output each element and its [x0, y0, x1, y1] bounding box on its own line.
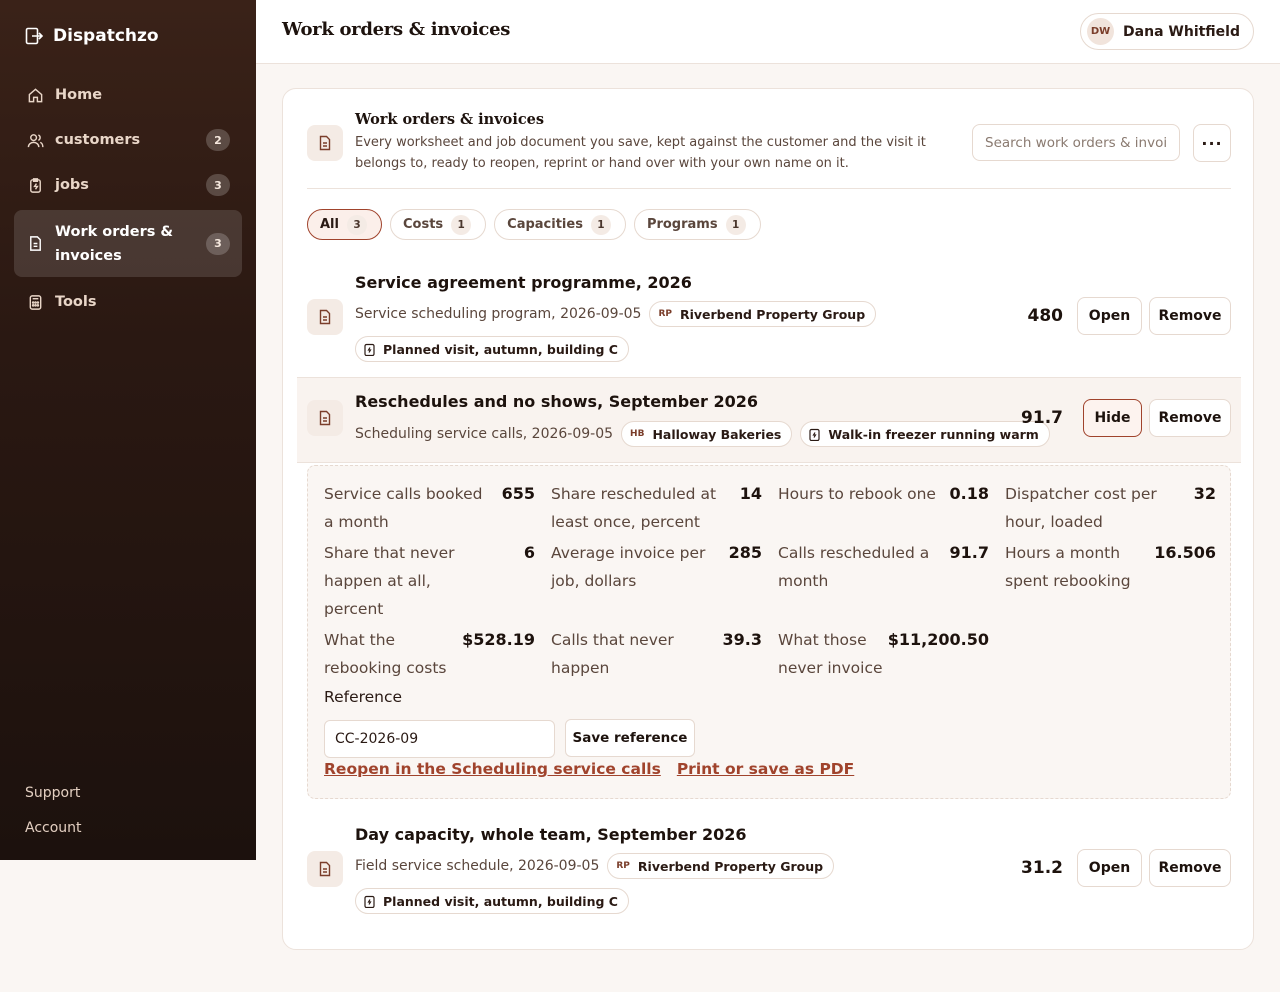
list-item — [307, 377, 1231, 463]
row-job — [355, 336, 629, 362]
customer-name: Halloway Bakeries — [652, 426, 782, 442]
metric — [778, 626, 989, 682]
tab-programs[interactable] — [634, 209, 761, 240]
remove-button[interactable]: Remove — [1149, 849, 1231, 887]
sidebar-item-label: customers — [55, 132, 141, 148]
work-orders-card — [282, 88, 1254, 950]
detail-panel — [307, 465, 1231, 799]
metric — [1005, 539, 1216, 623]
tab-label: All — [320, 217, 339, 232]
sidebar-item-label: Work orders & invoices — [55, 223, 174, 264]
sidebar-item-tools[interactable] — [14, 281, 242, 323]
metric-label: Dispatcher cost per hour, loaded — [1005, 485, 1157, 531]
clipboard-icon — [364, 895, 375, 908]
row-title[interactable]: Service agreement programme, 2026 — [355, 273, 692, 292]
metric — [778, 480, 989, 536]
sidebar-item-work-orders[interactable] — [14, 210, 242, 277]
tab-count: 1 — [591, 215, 611, 235]
logout-door-icon — [24, 26, 44, 46]
hide-button[interactable]: Hide — [1083, 399, 1142, 437]
customer-initials: RP — [616, 861, 630, 871]
tab-count: 1 — [726, 215, 746, 235]
row-subtitle — [355, 301, 876, 327]
customer-name: Riverbend Property Group — [679, 306, 866, 322]
tab-count: 1 — [451, 215, 471, 235]
customer-pill[interactable] — [621, 421, 792, 447]
remove-button[interactable]: Remove — [1149, 399, 1231, 437]
job-pill[interactable] — [355, 888, 629, 914]
reference-input[interactable] — [324, 720, 555, 758]
remove-button[interactable]: Remove — [1149, 297, 1231, 335]
customer-name: Riverbend Property Group — [637, 858, 824, 874]
user-menu[interactable] — [1080, 13, 1254, 50]
support-link[interactable]: Support — [25, 785, 81, 801]
document-icon — [307, 400, 343, 436]
document-icon — [307, 125, 343, 161]
metric-label: Service calls booked a month — [324, 485, 483, 531]
metric-value: 14 — [739, 484, 762, 503]
tab-costs[interactable] — [390, 209, 486, 240]
open-button[interactable]: Open — [1077, 849, 1142, 887]
top-bar — [256, 0, 1280, 64]
calculator-icon — [26, 293, 44, 311]
tab-label: Costs — [402, 217, 444, 232]
job-name: Walk-in freezer running warm — [828, 426, 1039, 442]
sidebar — [0, 0, 256, 860]
metrics-grid — [324, 480, 1216, 682]
customer-initials: RP — [658, 309, 672, 319]
metric — [1005, 480, 1216, 536]
sidebar-nav — [14, 74, 242, 326]
row-value: 91.7 — [1021, 408, 1063, 428]
customer-initials: HB — [630, 429, 645, 439]
card-title: Work orders & invoices — [355, 111, 545, 128]
job-name: Planned visit, autumn, building C — [383, 893, 618, 909]
page-title: Work orders & invoices — [282, 19, 511, 40]
metric-value: 655 — [501, 484, 535, 503]
open-button[interactable]: Open — [1077, 297, 1142, 335]
sidebar-item-customers[interactable] — [14, 119, 242, 161]
metric — [551, 626, 762, 682]
save-reference-button[interactable]: Save reference — [565, 719, 695, 757]
tab-all[interactable] — [307, 209, 382, 240]
reference-label: Reference — [324, 688, 403, 706]
row-title[interactable]: Reschedules and no shows, September 2026 — [355, 392, 759, 411]
tab-count: 3 — [347, 215, 367, 235]
list-item — [307, 821, 1231, 929]
users-icon — [26, 131, 44, 149]
more-options-button[interactable]: ··· — [1193, 124, 1231, 162]
customer-pill[interactable] — [649, 301, 876, 327]
row-meta: Service scheduling program, 2026-09-05 — [355, 306, 642, 322]
metric — [324, 539, 535, 623]
row-meta: Field service schedule, 2026-09-05 — [355, 858, 600, 874]
metric-label: Calls rescheduled a month — [778, 544, 930, 590]
metric-value: $11,200.50 — [887, 630, 989, 649]
clipboard-icon — [364, 343, 375, 356]
brand-name: Dispatchzo — [53, 26, 159, 46]
metric-value: $528.19 — [462, 630, 535, 649]
card-description: Every worksheet and job document you save, kept against the customer and the visit it belongs to, ready to reopen, reprint or hand over with your own name on it. — [355, 135, 926, 171]
document-icon — [307, 851, 343, 887]
row-value: 31.2 — [1021, 858, 1063, 878]
metric-label: Share rescheduled at least once, percent — [551, 485, 717, 531]
metric — [778, 539, 989, 623]
sidebar-item-home[interactable] — [14, 74, 242, 116]
user-name: Dana Whitfield — [1123, 23, 1240, 40]
tab-label: Capacities — [507, 217, 583, 232]
count-badge: 3 — [206, 174, 230, 196]
document-icon — [26, 235, 44, 253]
metric-value: 32 — [1193, 484, 1216, 503]
metric-label: Hours to rebook one — [778, 485, 936, 503]
metric — [324, 626, 535, 682]
metric — [324, 480, 535, 536]
row-subtitle — [355, 421, 1050, 447]
metric-label: Share that never happen at all, percent — [324, 544, 455, 618]
sidebar-item-jobs[interactable] — [14, 164, 242, 206]
metric-label: Calls that never happen — [551, 631, 674, 677]
document-icon — [307, 299, 343, 335]
sidebar-item-label: Tools — [55, 294, 97, 310]
metric-value: 285 — [728, 543, 762, 562]
filter-tabs — [307, 209, 761, 240]
customer-pill[interactable] — [607, 853, 834, 879]
card-header — [307, 111, 1231, 189]
metric-label: What the rebooking costs — [324, 631, 447, 677]
metric-value: 39.3 — [722, 630, 762, 649]
row-subtitle — [355, 853, 834, 879]
home-icon — [26, 86, 44, 104]
metric — [551, 539, 762, 623]
metric — [551, 480, 762, 536]
row-title[interactable]: Day capacity, whole team, September 2026 — [355, 825, 747, 844]
row-meta: Scheduling service calls, 2026-09-05 — [355, 426, 614, 442]
job-pill[interactable] — [355, 336, 629, 362]
reopen-link[interactable]: Reopen in the Scheduling service calls — [324, 760, 661, 778]
metric-value: 16.506 — [1154, 543, 1216, 562]
sidebar-item-label: Home — [55, 87, 103, 103]
avatar: DW — [1087, 18, 1114, 45]
job-name: Planned visit, autumn, building C — [383, 341, 618, 357]
job-pill[interactable] — [800, 421, 1049, 447]
sidebar-item-label: jobs — [55, 177, 89, 193]
tab-capacities[interactable] — [494, 209, 626, 240]
list-item — [307, 269, 1231, 377]
metric-label: Average invoice per job, dollars — [551, 544, 706, 590]
account-link[interactable]: Account — [25, 820, 82, 836]
metric-value: 6 — [523, 543, 535, 562]
brand-logo[interactable] — [24, 24, 159, 48]
clipboard-icon — [809, 428, 820, 441]
print-pdf-link[interactable]: Print or save as PDF — [676, 760, 855, 778]
sidebar-footer — [25, 780, 82, 850]
row-job — [355, 888, 629, 914]
metric-value: 91.7 — [949, 543, 989, 562]
detail-links — [324, 760, 854, 778]
metric-label: Hours a month spent rebooking — [1005, 544, 1131, 590]
metric-value: 0.18 — [949, 484, 989, 503]
metric-label: What those never invoice — [778, 631, 883, 677]
count-badge: 3 — [206, 233, 230, 255]
search-input[interactable] — [972, 124, 1180, 161]
count-badge: 2 — [206, 129, 230, 151]
tab-label: Programs — [646, 217, 718, 232]
clipboard-icon — [26, 176, 44, 194]
row-value: 480 — [1027, 306, 1063, 326]
